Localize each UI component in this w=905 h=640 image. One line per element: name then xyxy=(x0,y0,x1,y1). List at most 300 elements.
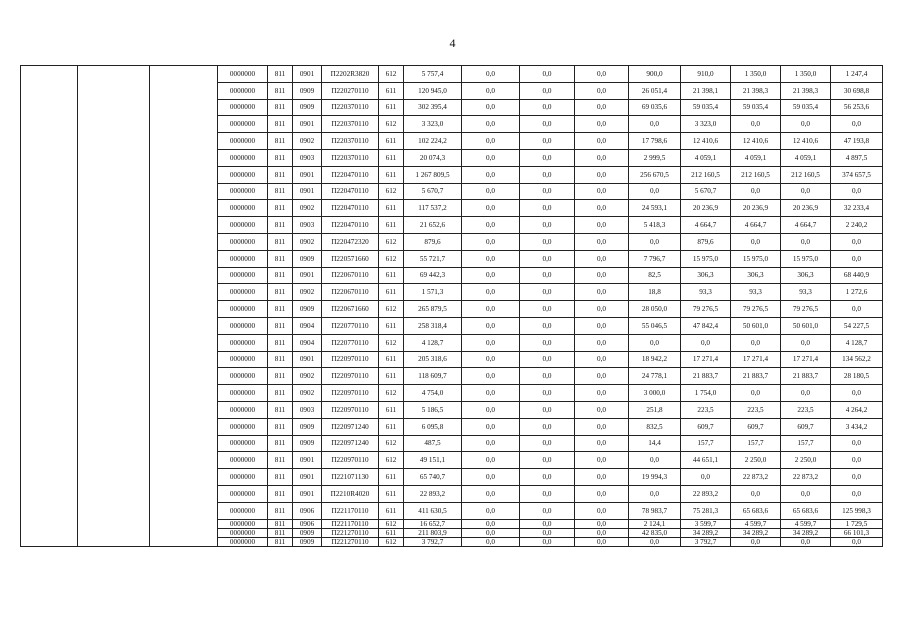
table-cell: 0,0 xyxy=(575,217,629,234)
table-cell: 12 410,6 xyxy=(731,133,781,150)
table-cell: 0,0 xyxy=(520,200,575,217)
table-cell: 0,0 xyxy=(575,183,629,200)
table-cell: 811 xyxy=(268,401,293,418)
table-cell: 0,0 xyxy=(462,301,520,318)
table-cell: 20 236,9 xyxy=(681,200,731,217)
table-cell: 7 796,7 xyxy=(629,250,681,267)
table-cell: 0,0 xyxy=(520,418,575,435)
table-cell: 134 562,2 xyxy=(831,351,883,368)
table-cell: 0000000 xyxy=(218,99,268,116)
table-cell: 5 186,5 xyxy=(404,401,462,418)
table-cell: 0,0 xyxy=(462,82,520,99)
table-cell: 832,5 xyxy=(629,418,681,435)
table-cell: П220270110 xyxy=(322,82,379,99)
table-cell: 811 xyxy=(268,537,293,546)
table-cell: 811 xyxy=(268,284,293,301)
table-cell: 0000000 xyxy=(218,334,268,351)
table-cell: 811 xyxy=(268,166,293,183)
table-cell: 0000000 xyxy=(218,502,268,519)
table-cell: П220470110 xyxy=(322,217,379,234)
table-cell: 0000000 xyxy=(218,183,268,200)
table-cell: 4 128,7 xyxy=(404,334,462,351)
table-cell: 0,0 xyxy=(520,301,575,318)
table-cell: 69 442,3 xyxy=(404,267,462,284)
table-cell: 0,0 xyxy=(462,435,520,452)
table-cell: 3 434,2 xyxy=(831,418,883,435)
table-cell: 0,0 xyxy=(462,133,520,150)
table-cell: 15 975,0 xyxy=(781,250,831,267)
table-cell: 69 035,6 xyxy=(629,99,681,116)
table-cell: 0,0 xyxy=(575,368,629,385)
table-cell: 0000000 xyxy=(218,519,268,528)
table-cell: 611 xyxy=(379,133,404,150)
table-cell: 0,0 xyxy=(575,200,629,217)
table-cell: 0000000 xyxy=(218,166,268,183)
table-cell: 0,0 xyxy=(575,519,629,528)
table-cell: 0901 xyxy=(293,452,322,469)
table-cell: 879,6 xyxy=(404,233,462,250)
table-cell: 0000000 xyxy=(218,284,268,301)
table-cell: 811 xyxy=(268,385,293,402)
table-cell: 0,0 xyxy=(462,99,520,116)
table-cell: 1 247,4 xyxy=(831,66,883,83)
table-cell: 4 264,2 xyxy=(831,401,883,418)
table-cell: 0,0 xyxy=(462,418,520,435)
table-cell: 2 999,5 xyxy=(629,149,681,166)
table-cell: 65 683,6 xyxy=(781,502,831,519)
table-cell: 55 046,5 xyxy=(629,317,681,334)
table-cell: П2202R3820 xyxy=(322,66,379,83)
table-cell: 120 945,0 xyxy=(404,82,462,99)
table-cell: 0,0 xyxy=(575,452,629,469)
table-cell: П220970110 xyxy=(322,385,379,402)
table-cell: П2210R4020 xyxy=(322,485,379,502)
table-cell: 2 240,2 xyxy=(831,217,883,234)
table-cell: П220671660 xyxy=(322,301,379,318)
table-cell: 0,0 xyxy=(575,267,629,284)
table-cell: П220370110 xyxy=(322,133,379,150)
table-cell: 0,0 xyxy=(575,166,629,183)
table-cell: 4 664,7 xyxy=(781,217,831,234)
table-cell: 4 599,7 xyxy=(781,519,831,528)
table-cell: 49 151,1 xyxy=(404,452,462,469)
table-cell: 0000000 xyxy=(218,82,268,99)
table-cell: 34 289,2 xyxy=(731,528,781,537)
table-cell: 223,5 xyxy=(681,401,731,418)
table-cell: 811 xyxy=(268,116,293,133)
table-cell: 0,0 xyxy=(520,66,575,83)
table-cell: 1 350,0 xyxy=(731,66,781,83)
table-cell: 0000000 xyxy=(218,217,268,234)
table-cell: 611 xyxy=(379,351,404,368)
table-cell: 34 289,2 xyxy=(781,528,831,537)
table-cell: 900,0 xyxy=(629,66,681,83)
table-cell: 0,0 xyxy=(731,385,781,402)
left-margin-column-3 xyxy=(150,66,218,547)
left-margin-column-1 xyxy=(21,66,78,547)
page-number: 4 xyxy=(449,36,456,50)
table-cell: 4 664,7 xyxy=(681,217,731,234)
table-cell: 44 651,1 xyxy=(681,452,731,469)
table-cell: 212 160,5 xyxy=(731,166,781,183)
table-cell: П221071130 xyxy=(322,469,379,486)
table-cell: 0,0 xyxy=(781,385,831,402)
table-cell: 157,7 xyxy=(781,435,831,452)
table-cell: 0909 xyxy=(293,82,322,99)
table-cell: 0,0 xyxy=(731,485,781,502)
table-cell: 17 271,4 xyxy=(731,351,781,368)
table-cell: 0,0 xyxy=(520,250,575,267)
table-cell: 0,0 xyxy=(831,301,883,318)
table-cell: 611 xyxy=(379,368,404,385)
table-cell: 5 670,7 xyxy=(404,183,462,200)
table-cell: 611 xyxy=(379,284,404,301)
table-cell: 79 276,5 xyxy=(681,301,731,318)
table-cell: 0,0 xyxy=(575,485,629,502)
table-cell: П220970110 xyxy=(322,351,379,368)
table-cell: 612 xyxy=(379,66,404,83)
table-cell: 0902 xyxy=(293,133,322,150)
table-cell: 17 798,6 xyxy=(629,133,681,150)
table-cell: 811 xyxy=(268,66,293,83)
table-cell: П220470110 xyxy=(322,183,379,200)
table-cell: 0904 xyxy=(293,334,322,351)
table-cell: 0,0 xyxy=(781,183,831,200)
table-cell: 2 250,0 xyxy=(731,452,781,469)
table-cell: 0903 xyxy=(293,217,322,234)
table-cell: П221170110 xyxy=(322,519,379,528)
table-cell: 0902 xyxy=(293,368,322,385)
table-cell: 79 276,5 xyxy=(731,301,781,318)
table-cell: 0,0 xyxy=(462,351,520,368)
table-cell: 0,0 xyxy=(520,183,575,200)
table-cell: 157,7 xyxy=(731,435,781,452)
table-cell: 256 670,5 xyxy=(629,166,681,183)
table-cell: 0,0 xyxy=(575,233,629,250)
table-cell: 0,0 xyxy=(575,351,629,368)
table-cell: 611 xyxy=(379,82,404,99)
table-cell: П220370110 xyxy=(322,149,379,166)
table-cell: 374 657,5 xyxy=(831,166,883,183)
table-cell: 0,0 xyxy=(575,502,629,519)
table-cell: 0,0 xyxy=(575,317,629,334)
table-cell: 0,0 xyxy=(462,149,520,166)
table-cell: 0,0 xyxy=(462,334,520,351)
table-cell: П221270110 xyxy=(322,528,379,537)
table-cell: 0,0 xyxy=(520,485,575,502)
table-cell: 4 754,0 xyxy=(404,385,462,402)
table-cell: 21 398,3 xyxy=(781,82,831,99)
table-cell: 125 998,3 xyxy=(831,502,883,519)
table-cell: П220670110 xyxy=(322,267,379,284)
table-cell: 0,0 xyxy=(462,502,520,519)
table-cell: П221270110 xyxy=(322,537,379,546)
table-cell: 0000000 xyxy=(218,200,268,217)
table-cell: 0902 xyxy=(293,233,322,250)
table-cell: П220470110 xyxy=(322,200,379,217)
table-cell: 17 271,4 xyxy=(681,351,731,368)
left-margin-column-2 xyxy=(78,66,150,547)
table-cell: 611 xyxy=(379,485,404,502)
table-cell: 0000000 xyxy=(218,351,268,368)
table-cell: 1 571,3 xyxy=(404,284,462,301)
table-cell: 612 xyxy=(379,537,404,546)
table-body xyxy=(21,66,883,547)
table-cell: 54 227,5 xyxy=(831,317,883,334)
table-cell: 82,5 xyxy=(629,267,681,284)
table-cell: 0902 xyxy=(293,284,322,301)
table-cell: 612 xyxy=(379,183,404,200)
table-cell: 3 000,0 xyxy=(629,385,681,402)
table-cell: 28 180,5 xyxy=(831,368,883,385)
table-cell: 0,0 xyxy=(520,519,575,528)
table-cell: 0909 xyxy=(293,250,322,267)
table-cell: П220770110 xyxy=(322,334,379,351)
table-cell: 910,0 xyxy=(681,66,731,83)
table-cell: 93,3 xyxy=(731,284,781,301)
table-row xyxy=(21,66,883,83)
table-cell: 3 599,7 xyxy=(681,519,731,528)
table-cell: 0000000 xyxy=(218,267,268,284)
table-cell: 811 xyxy=(268,217,293,234)
table-cell: 0000000 xyxy=(218,317,268,334)
table-cell: 2 250,0 xyxy=(781,452,831,469)
table-cell: 811 xyxy=(268,133,293,150)
table-cell: 612 xyxy=(379,452,404,469)
table-cell: 47 842,4 xyxy=(681,317,731,334)
table-cell: 811 xyxy=(268,200,293,217)
table-cell: 811 xyxy=(268,528,293,537)
table-cell: 5 418,3 xyxy=(629,217,681,234)
table-cell: 0000000 xyxy=(218,301,268,318)
table-cell: 0901 xyxy=(293,66,322,83)
table-cell: 0,0 xyxy=(831,250,883,267)
table-cell: 18 942,2 xyxy=(629,351,681,368)
table-cell: 21 883,7 xyxy=(681,368,731,385)
table-cell: 611 xyxy=(379,418,404,435)
table-cell: 0,0 xyxy=(831,233,883,250)
table-cell: 59 035,4 xyxy=(681,99,731,116)
table-cell: 0,0 xyxy=(575,418,629,435)
table-cell: 258 318,4 xyxy=(404,317,462,334)
table-cell: 0,0 xyxy=(520,435,575,452)
table-cell: 0,0 xyxy=(575,66,629,83)
table-cell: 0906 xyxy=(293,519,322,528)
table-cell: 0,0 xyxy=(462,519,520,528)
table-cell: 0903 xyxy=(293,401,322,418)
table-cell: 811 xyxy=(268,149,293,166)
table-cell: 24 593,1 xyxy=(629,200,681,217)
table-cell: П220970110 xyxy=(322,452,379,469)
table-cell: 0,0 xyxy=(629,233,681,250)
table-cell: 0901 xyxy=(293,267,322,284)
table-cell: 0,0 xyxy=(575,301,629,318)
table-cell: 811 xyxy=(268,502,293,519)
table-cell: 0,0 xyxy=(520,284,575,301)
table-cell: 20 236,9 xyxy=(731,200,781,217)
table-cell: 50 601,0 xyxy=(731,317,781,334)
table-cell: 79 276,5 xyxy=(781,301,831,318)
table-cell: 24 778,1 xyxy=(629,368,681,385)
table-cell: 21 398,3 xyxy=(731,82,781,99)
table-cell: 14,4 xyxy=(629,435,681,452)
table-cell: 0,0 xyxy=(520,401,575,418)
table-cell: П220470110 xyxy=(322,166,379,183)
table-cell: 0000000 xyxy=(218,149,268,166)
table-cell: 0000000 xyxy=(218,368,268,385)
table-cell: П220472320 xyxy=(322,233,379,250)
table-cell: 811 xyxy=(268,368,293,385)
table-cell: 15 975,0 xyxy=(681,250,731,267)
table-cell: 0,0 xyxy=(520,368,575,385)
table-cell: 0,0 xyxy=(462,250,520,267)
table-cell: 0,0 xyxy=(462,166,520,183)
table-cell: 93,3 xyxy=(681,284,731,301)
table-cell: 0,0 xyxy=(462,469,520,486)
table-cell: 0901 xyxy=(293,351,322,368)
table-cell: 5 670,7 xyxy=(681,183,731,200)
table-cell: 0,0 xyxy=(575,284,629,301)
table-cell: 811 xyxy=(268,519,293,528)
table-cell: 0000000 xyxy=(218,485,268,502)
table-cell: 1 729,5 xyxy=(831,519,883,528)
table-cell: 118 609,7 xyxy=(404,368,462,385)
table-cell: 0,0 xyxy=(520,334,575,351)
table-cell: 0,0 xyxy=(731,537,781,546)
table-cell: 0,0 xyxy=(575,469,629,486)
table-cell: 26 051,4 xyxy=(629,82,681,99)
table-cell: 611 xyxy=(379,166,404,183)
table-cell: 59 035,4 xyxy=(731,99,781,116)
table-cell: 0,0 xyxy=(462,200,520,217)
table-cell: П220970110 xyxy=(322,368,379,385)
table-cell: 0000000 xyxy=(218,133,268,150)
table-cell: 0,0 xyxy=(520,537,575,546)
table-cell: 22 893,2 xyxy=(681,485,731,502)
table-cell: 0,0 xyxy=(681,469,731,486)
table-cell: 0,0 xyxy=(520,317,575,334)
table-cell: 487,5 xyxy=(404,435,462,452)
table-cell: 0,0 xyxy=(462,116,520,133)
table-cell: 611 xyxy=(379,99,404,116)
table-cell: 56 253,6 xyxy=(831,99,883,116)
table-cell: 0909 xyxy=(293,537,322,546)
table-cell: 0,0 xyxy=(831,183,883,200)
table-cell: 811 xyxy=(268,99,293,116)
table-cell: 22 873,2 xyxy=(781,469,831,486)
table-cell: П220971240 xyxy=(322,435,379,452)
table-cell: 0000000 xyxy=(218,401,268,418)
table-cell: 0,0 xyxy=(520,351,575,368)
table-cell: 65 740,7 xyxy=(404,469,462,486)
table-cell: 0,0 xyxy=(575,401,629,418)
table-cell: 306,3 xyxy=(681,267,731,284)
table-cell: 0000000 xyxy=(218,66,268,83)
table-cell: П220670110 xyxy=(322,284,379,301)
table-cell: 75 281,3 xyxy=(681,502,731,519)
table-cell: 78 983,7 xyxy=(629,502,681,519)
table-cell: 0,0 xyxy=(520,217,575,234)
table-cell: 811 xyxy=(268,418,293,435)
table-cell: 0,0 xyxy=(731,233,781,250)
table-cell: 612 xyxy=(379,250,404,267)
table-cell: 0904 xyxy=(293,317,322,334)
table-cell: 3 323,0 xyxy=(404,116,462,133)
table-cell: 68 440,9 xyxy=(831,267,883,284)
table-cell: 12 410,6 xyxy=(781,133,831,150)
table-cell: 0,0 xyxy=(520,133,575,150)
table-cell: 0,0 xyxy=(831,435,883,452)
table-cell: 265 879,5 xyxy=(404,301,462,318)
table-cell: 611 xyxy=(379,149,404,166)
table-cell: 0,0 xyxy=(575,435,629,452)
table-cell: 0,0 xyxy=(575,537,629,546)
table-cell: 0909 xyxy=(293,435,322,452)
table-cell: 0901 xyxy=(293,469,322,486)
table-cell: 0,0 xyxy=(831,116,883,133)
table-cell: 0,0 xyxy=(781,537,831,546)
table-cell: 32 233,4 xyxy=(831,200,883,217)
table-cell: 0,0 xyxy=(462,66,520,83)
table-cell: 0,0 xyxy=(520,82,575,99)
table-cell: 0,0 xyxy=(781,485,831,502)
table-cell: 0,0 xyxy=(731,116,781,133)
table-cell: 211 803,9 xyxy=(404,528,462,537)
table-cell: 0901 xyxy=(293,116,322,133)
table-cell: 612 xyxy=(379,116,404,133)
table-cell: 811 xyxy=(268,250,293,267)
table-cell: 0,0 xyxy=(731,183,781,200)
table-cell: 223,5 xyxy=(731,401,781,418)
table-cell: 0,0 xyxy=(629,183,681,200)
table-cell: 0901 xyxy=(293,485,322,502)
table-cell: 0,0 xyxy=(575,149,629,166)
table-cell: 2 124,1 xyxy=(629,519,681,528)
table-cell: 611 xyxy=(379,502,404,519)
table-cell: 0,0 xyxy=(831,537,883,546)
table-cell: 55 721,7 xyxy=(404,250,462,267)
table-cell: 212 160,5 xyxy=(681,166,731,183)
table-cell: 611 xyxy=(379,317,404,334)
table-cell: 0,0 xyxy=(831,469,883,486)
table-cell: П220971240 xyxy=(322,418,379,435)
table-cell: 612 xyxy=(379,519,404,528)
table-cell: 3 323,0 xyxy=(681,116,731,133)
table-cell: 34 289,2 xyxy=(681,528,731,537)
budget-table xyxy=(20,65,883,547)
table-cell: 16 652,7 xyxy=(404,519,462,528)
table-cell: 4 897,5 xyxy=(831,149,883,166)
table-cell: 0,0 xyxy=(462,385,520,402)
table-cell: 0901 xyxy=(293,166,322,183)
table-cell: 0,0 xyxy=(462,284,520,301)
table-cell: 1 272,6 xyxy=(831,284,883,301)
table-cell: 0,0 xyxy=(781,116,831,133)
table-cell: 0,0 xyxy=(462,401,520,418)
table-cell: 0,0 xyxy=(681,334,731,351)
table-cell: 609,7 xyxy=(781,418,831,435)
table-cell: 0,0 xyxy=(520,166,575,183)
table-cell: 0,0 xyxy=(462,267,520,284)
table-cell: 0,0 xyxy=(629,334,681,351)
table-cell: 0,0 xyxy=(575,334,629,351)
table-cell: 30 698,8 xyxy=(831,82,883,99)
table-cell: 612 xyxy=(379,334,404,351)
table-cell: 0,0 xyxy=(520,267,575,284)
table-cell: 0903 xyxy=(293,149,322,166)
table-cell: 0,0 xyxy=(462,485,520,502)
table-cell: 21 398,1 xyxy=(681,82,731,99)
